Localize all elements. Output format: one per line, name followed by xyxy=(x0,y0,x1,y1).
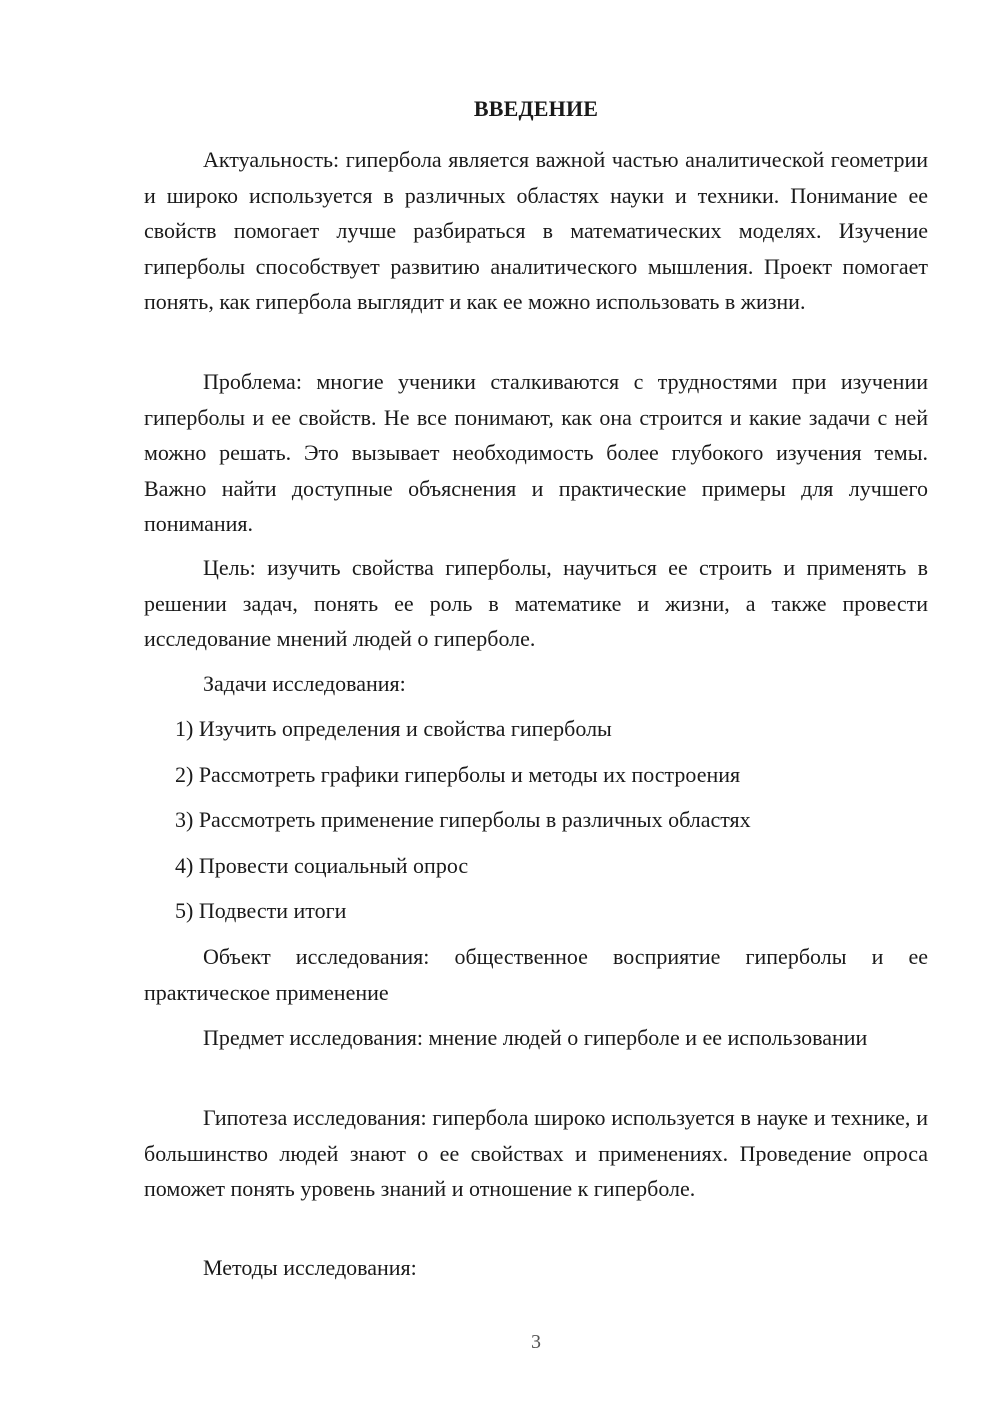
page-title: ВВЕДЕНИЕ xyxy=(473,96,599,121)
task-item-1: 1) Изучить определения и свойства гиперболы xyxy=(175,716,612,741)
task-item-4: 4) Провести социальный опрос xyxy=(175,853,469,878)
object-paragraph: Объект исследования: общественное восприятие гиперболы и ее практическое применение xyxy=(144,944,928,1005)
relevance-paragraph: Актуальность: гипербола является важной частью аналитической геометрии и широко используется в различных областях науки и техники. Понимание ее свойств помогает лучше разбираться в математических моделях. Изучение гиперболы способствует развитию аналитического мышления. Проект помогает понять, как гипербола выглядит и как ее можно использовать в жизни. xyxy=(144,147,928,314)
page-number: 3 xyxy=(531,1331,541,1353)
hypothesis-paragraph: Гипотеза исследования: гипербола широко используется в науке и технике, и большинство людей знают о ее свойствах и применениях. Проведение опроса поможет понять уровень знаний и отношение к гиперболе. xyxy=(144,1105,928,1201)
methods-heading: Методы исследования: xyxy=(203,1255,417,1280)
task-item-5: 5) Подвести итоги xyxy=(175,898,347,923)
problem-paragraph: Проблема: многие ученики сталкиваются с трудностями при изучении гиперболы и ее свойств. Не все понимают, как она строится и какие задачи с ней можно решать. Это вызывает необходимость более глубокого изучения темы. Важно найти доступные объяснения и практические примеры для лучшего понимания. xyxy=(144,369,928,536)
tasks-heading: Задачи исследования: xyxy=(203,671,406,696)
subject-paragraph: Предмет исследования: мнение людей о гиперболе и ее использовании xyxy=(203,1025,868,1050)
task-item-3: 3) Рассмотреть применение гиперболы в различных областях xyxy=(175,807,751,832)
task-item-2: 2) Рассмотреть графики гиперболы и методы их построения xyxy=(175,762,741,787)
goal-paragraph: Цель: изучить свойства гиперболы, научиться ее строить и применять в решении задач, понять ее роль в математике и жизни, а также провести исследование мнений людей о гиперболе. xyxy=(144,555,928,651)
